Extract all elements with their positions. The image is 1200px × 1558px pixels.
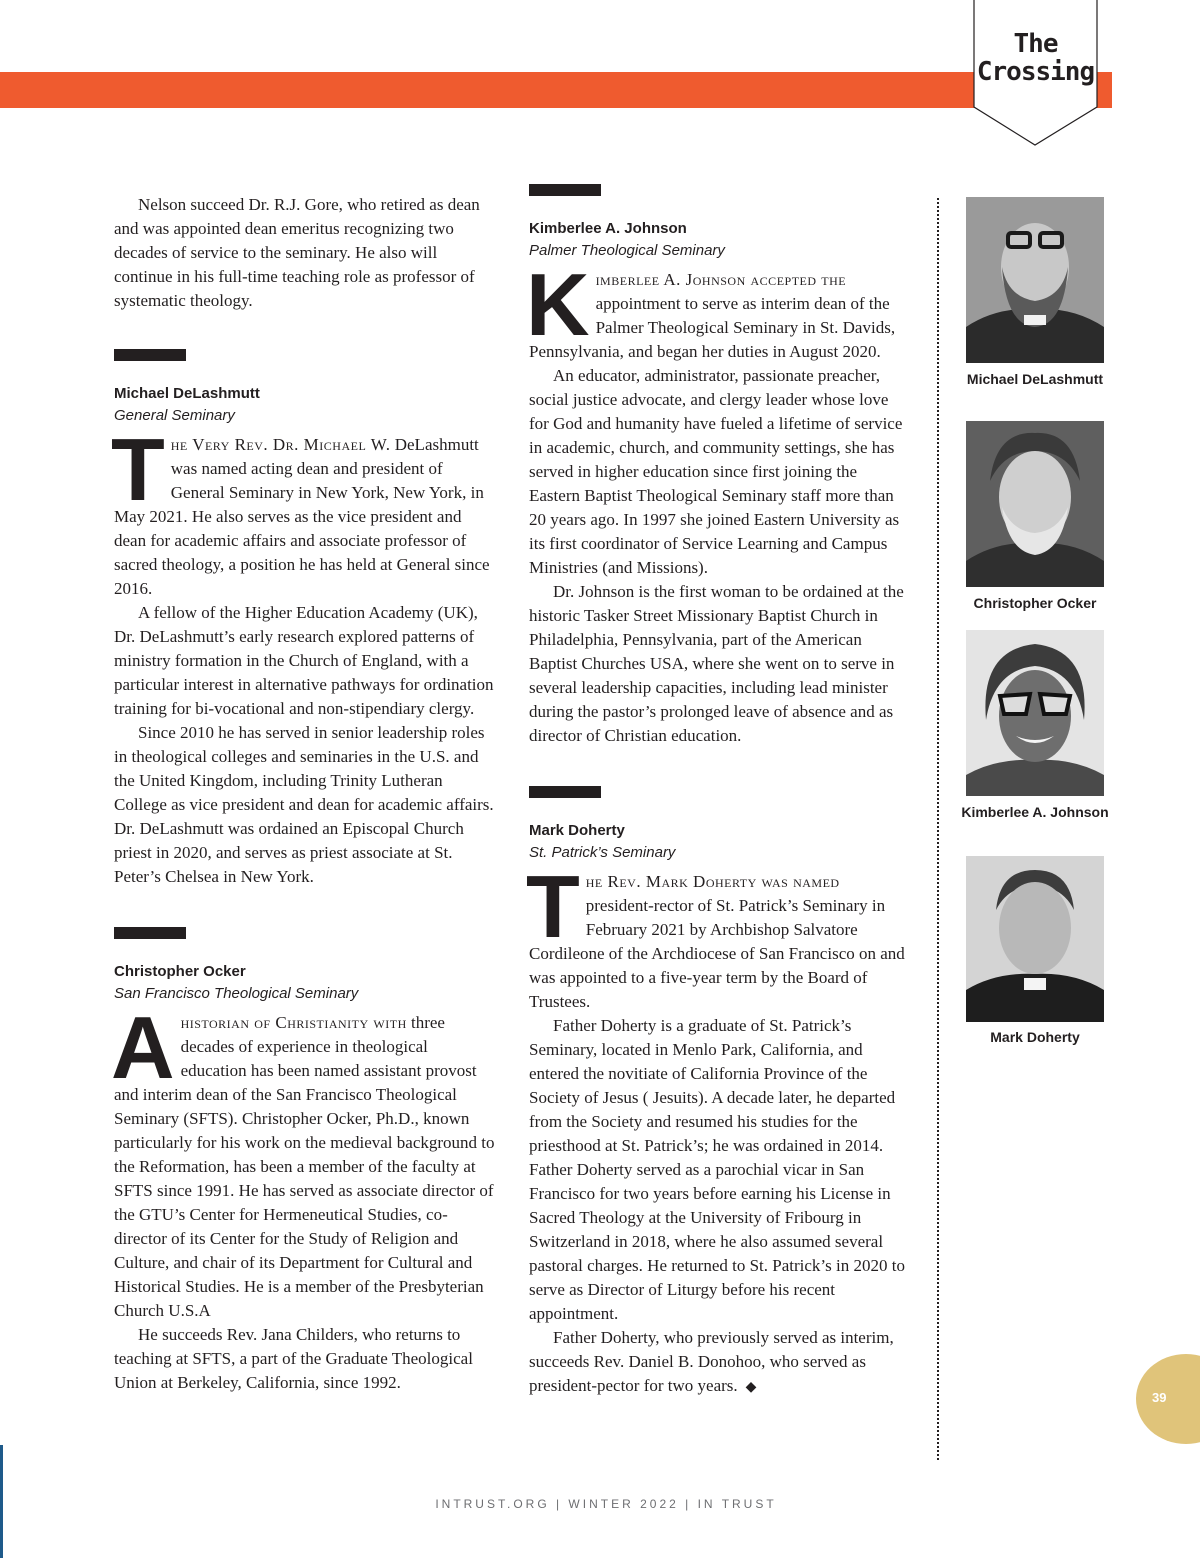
profile-name-johnson: Kimberlee A. Johnson <box>529 220 687 237</box>
photo-caption: Mark Doherty <box>990 1029 1080 1045</box>
section-rule <box>529 786 601 798</box>
section-tab <box>973 0 1098 146</box>
profile-paragraph: He succeeds Rev. Jana Childers, who returns to teaching at SFTS, a part of the Graduate Theological Union at Berkeley, California, since 1992. <box>114 1325 473 1392</box>
portrait-photo <box>966 421 1104 587</box>
portrait-photo <box>966 856 1104 1022</box>
page-edge-mark <box>0 1445 3 1558</box>
paragraph-text: president-rector of St. Patrick’s Seminary in February 2021 by Archbishop Salvatore Cordileone of the Archdiocese of San Francisco on and was appointed to a five-year term by the Board of Trustees. <box>529 896 905 1011</box>
lead-in-smallcaps: he Very Rev. Dr. Michael W. <box>170 435 391 454</box>
paragraph-text: Father Doherty, who previously served as interim, succeeds Rev. Daniel B. Donohoo, who served as president-pector for two years. <box>529 1328 894 1395</box>
profile-paragraph <box>529 1326 911 1400</box>
article-column-right <box>526 184 911 1400</box>
paragraph-text: three decades of experience in theological education has been named assistant provost and interim dean of the San Francisco Theological Seminary (SFTS). Christopher Ocker, Ph.D., known particularly for his work on the medieval background to the Reformation, has been a member of the faculty at SFTS since 1991. He has served as associate director of the GTU’s Center for Hermeneutical Studies, co-director of its Center for the Study of Religion and Culture, and chair of its Department for Cultural and Historical Studies. He is a member of the Presbyterian Church U.S.A <box>114 1013 495 1320</box>
portrait-photo <box>966 630 1104 796</box>
profile-school-johnson: Palmer Theological Seminary <box>529 242 725 259</box>
profile-paragraph: Since 2010 he has served in senior leadership roles in theological colleges and seminaries in the U.S. and the United Kingdom, including Trinity Lutheran College as vice president and dean for academic affairs. Dr. DeLashmutt was ordained an Episcopal Church priest in 2020, and serves as priest associate at St. Peter’s Chelsea in New York. <box>114 723 494 886</box>
header-accent-band <box>0 72 1112 108</box>
paragraph-text: DeLashmutt was named acting dean and president of General Seminary in New York, New York, in May 2021. He also serves as the vice president and dean for academic affairs and associate professor of sacred theology, a position he has held at General since 2016. <box>114 435 490 598</box>
sidebar-divider <box>937 198 939 1460</box>
intro-paragraph: Nelson succeed Dr. R.J. Gore, who retired as dean and was appointed dean emeritus recognizing two decades of service to the seminary. He also will continue in his full-time teaching role as professor of systematic theology. <box>114 195 480 310</box>
profile-paragraph <box>111 998 496 1323</box>
section-rule <box>114 349 186 361</box>
profile-paragraph: Father Doherty is a graduate of St. Patrick’s Seminary, located in Menlo Park, California, and entered the novitiate of California Province of the Society of Jesus ( Jesuits). A decade later, he departed from the Society and resumed his studies for the priesthood at St. Patrick’s; he was ordained in 2014. Father Doherty served as a parochial vicar in San Francisco for two years before earning his License in Sacred Theology at the University of Fribourg in Switzerland in 2018, where he also assumed several pastoral charges. He returned to St. Patrick’s in 2020 to serve as Director of Liturgy before his recent appointment. <box>529 1016 905 1323</box>
lead-in-smallcaps: historian of Christianity with <box>180 1013 407 1032</box>
profile-school-doherty: St. Patrick’s Seminary <box>529 844 676 861</box>
section-rule <box>114 927 186 939</box>
profile-name-doherty: Mark Doherty <box>529 822 625 839</box>
section-tab-line1: The <box>1013 29 1058 59</box>
drop-cap: A <box>111 998 175 1097</box>
section-rule <box>529 184 601 196</box>
photo-caption: Christopher Ocker <box>973 595 1097 611</box>
end-mark-icon: ◆ <box>745 1380 757 1395</box>
profile-paragraph <box>111 420 496 601</box>
page-footer: INTRUST.ORG | WINTER 2022 | IN TRUST <box>435 1497 777 1511</box>
profile-name-ocker: Christopher Ocker <box>114 963 246 980</box>
photo-caption: Michael DeLashmutt <box>966 371 1104 387</box>
profile-school-ocker: San Francisco Theological Seminary <box>114 985 359 1002</box>
profile-paragraph: A fellow of the Higher Education Academy (UK), Dr. DeLashmutt’s early research explored patterns of ministry formation in the Church of England, with a particular interest in alternative pathways for ordination training for bi-vocational and non-stipendiary clergy. <box>114 603 494 718</box>
portrait-photo <box>966 197 1104 363</box>
profile-name-delashmutt: Michael DeLashmutt <box>114 385 260 402</box>
profile-paragraph: An educator, administrator, passionate preacher, social justice advocate, and clergy leader whose love for God and humanity have fueled a lifetime of service in academic, church, and community settings, she has served in higher education since first joining the Eastern Baptist Theological Seminary staff more than 20 years ago. In 1997 she joined Eastern University as its first coordinator of Service Learning and Campus Ministries (and Missions). <box>529 366 903 577</box>
section-tab-line2: Crossing <box>976 57 1095 87</box>
lead-in-smallcaps: imberlee A. Johnson accepted the <box>595 270 847 289</box>
drop-cap: T <box>526 857 580 956</box>
lead-in-smallcaps: he Rev. Mark Doherty was named <box>585 872 840 891</box>
page-number: 39 <box>1152 1390 1167 1405</box>
profile-paragraph <box>526 255 911 364</box>
profile-paragraph <box>526 857 911 1014</box>
profile-paragraph: Dr. Johnson is the first woman to be ordained at the historic Tasker Street Missionary Baptist Church in Philadelphia, Pennsylvania, part of the American Baptist Churches USA, where she went on to serve in several leadership capacities, including lead minister during the pastor’s prolonged leave of absence and as director of Christian education. <box>529 582 904 745</box>
drop-cap: T <box>111 420 165 519</box>
profile-school-delashmutt: General Seminary <box>114 407 235 424</box>
photo-caption: Kimberlee A. Johnson <box>961 804 1109 820</box>
drop-cap: K <box>526 255 590 354</box>
section-tab-title <box>973 30 1098 86</box>
article-column-left <box>111 193 496 1395</box>
paragraph-text: appointment to serve as interim dean of the Palmer Theological Seminary in St. Davids, Pennsylvania, and began her duties in August 2020. <box>529 294 896 361</box>
page-number-badge <box>1136 1354 1200 1444</box>
